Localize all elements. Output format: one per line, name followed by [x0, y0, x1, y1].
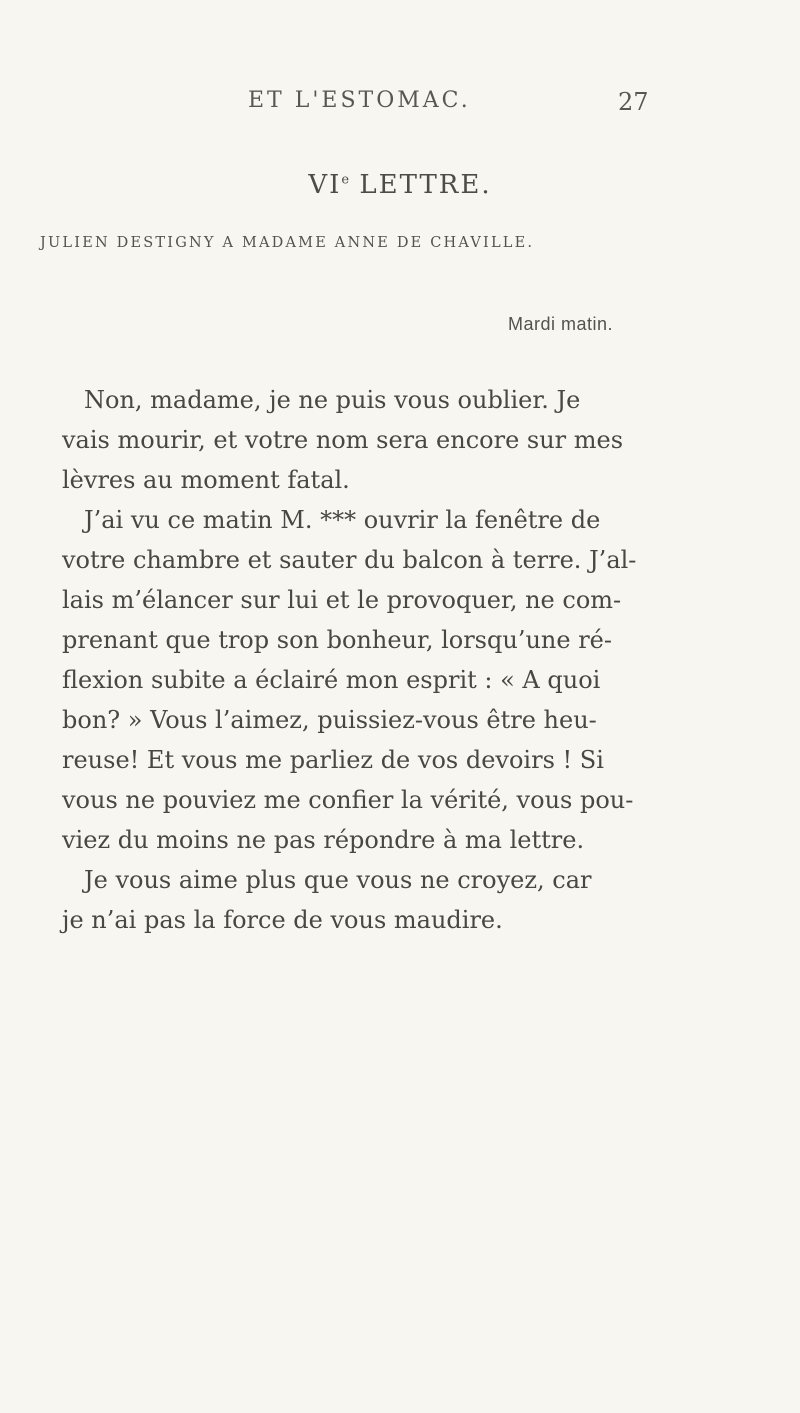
page-number: 27 [618, 88, 649, 116]
letter-body [62, 380, 762, 940]
body-line: votre chambre et sauter du balcon à terre. J’al- [62, 546, 637, 574]
body-line: flexion subite a éclairé mon esprit : « A quoi [62, 666, 601, 694]
body-line: viez du moins ne pas répondre à ma lettre. [62, 826, 585, 854]
letter-number: VI [308, 170, 342, 200]
body-line: je n’ai pas la force de vous maudire. [62, 906, 503, 934]
body-line: prenant que trop son bonheur, lorsqu’une ré- [62, 626, 612, 654]
body-line: vous ne pouviez me confier la vérité, vous pou- [62, 786, 634, 814]
body-line: vais mourir, et votre nom sera encore sur mes [62, 426, 624, 454]
letter-number-suffix: e [341, 172, 350, 188]
body-line: bon? » Vous l’aimez, puissiez-vous être heu- [62, 706, 597, 734]
letter-title [0, 170, 800, 200]
body-line: lèvres au moment fatal. [62, 466, 350, 494]
letter-title-word: LETTRE. [359, 170, 492, 200]
body-line: reuse! Et vous me parliez de vos devoirs ! Si [62, 746, 604, 774]
body-line: Je vous aime plus que vous ne croyez, car [84, 866, 592, 894]
running-head: ET L'ESTOMAC. [248, 88, 471, 113]
body-line: J’ai vu ce matin M. *** ouvrir la fenêtre de [84, 506, 601, 534]
body-line: Non, madame, je ne puis vous oublier. Je [84, 386, 581, 414]
dateline: Mardi matin. [508, 314, 614, 334]
correspondents-line: JULIEN DESTIGNY A MADAME ANNE DE CHAVILLE. [40, 235, 535, 251]
body-line: lais m’élancer sur lui et le provoquer, ne com- [62, 586, 622, 614]
